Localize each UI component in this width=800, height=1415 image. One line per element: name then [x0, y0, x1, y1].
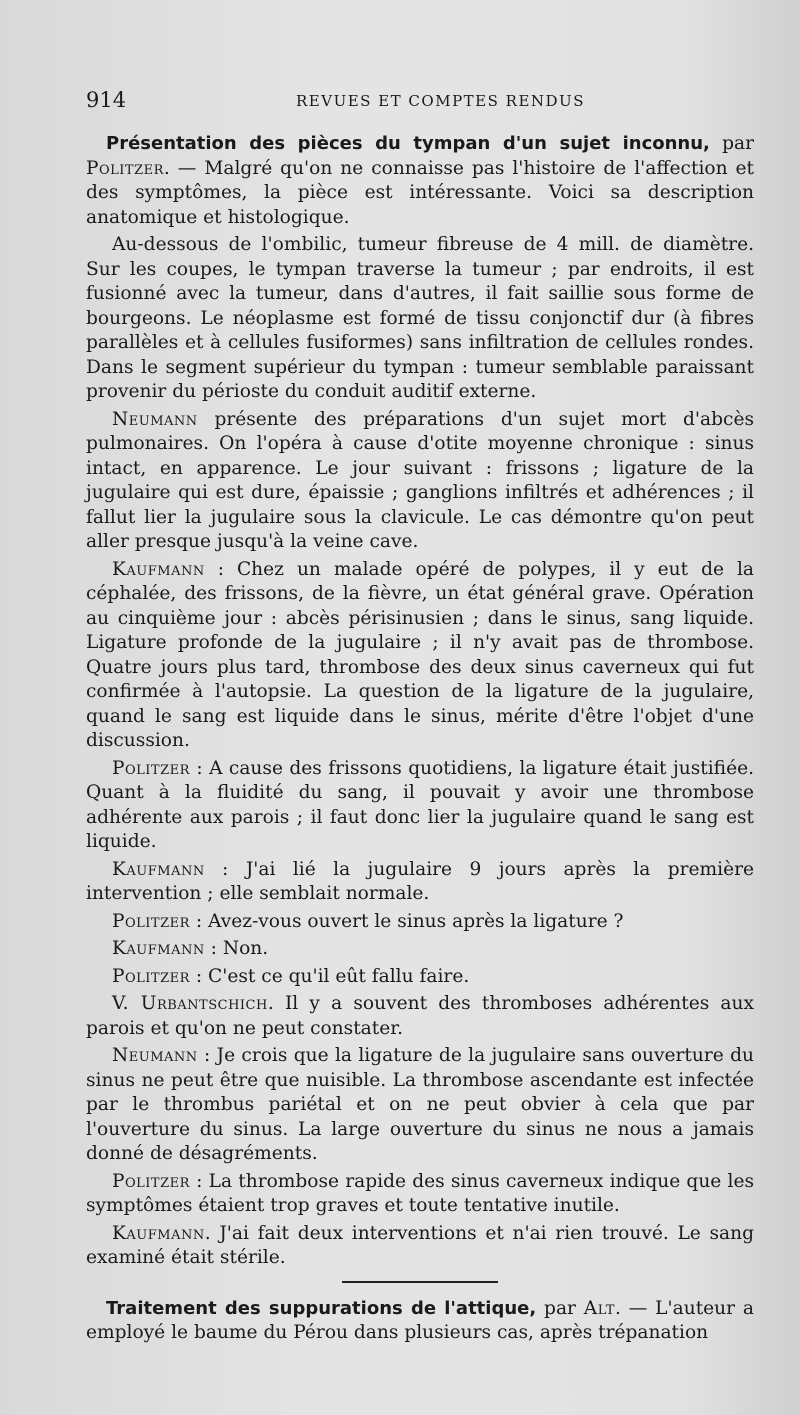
speaker-separator: : [189, 965, 209, 987]
speaker-text: C'est ce qu'il eût fallu faire. [208, 965, 470, 987]
section-divider [342, 1281, 498, 1283]
discussion-paragraph [86, 408, 754, 555]
speaker-separator: : [189, 1170, 209, 1192]
speaker-name: Politzer [112, 1170, 190, 1192]
article-body [86, 132, 754, 1349]
speaker-name: Politzer [112, 965, 190, 987]
speaker-text: Je crois que la ligature de la jugulaire sans ouverture du sinus ne peut être que nuisible. La thrombose ascendante est infectée par le thrombus pariétal et on ne peut obvier à cela que par l'ouverture du sinus. La large ouverture du sinus ne nous a jamais donné de désagréments. [86, 1045, 754, 1164]
speaker-text: J'ai lié la jugulaire 9 jours après la première intervention ; elle semblait normale. [86, 858, 755, 904]
speaker-text: A cause des frissons quotidiens, la ligature était justifiée. Quant à la fluidité du sang, il pouvait y avoir une thrombose adhérente aux parois ; il faut donc lier la jugulaire quand le sang est liquide. [86, 757, 754, 852]
discussion-paragraph [86, 992, 754, 1041]
discussion-paragraph [86, 1170, 754, 1219]
speaker-separator: : [204, 938, 223, 959]
speaker-text: présente des préparations d'un sujet mort d'abcès pulmonaires. On l'opéra à cause d'otite moyenne chronique : sinus intact, en apparence. Le jour suivant : frissons ; ligature de la jugulaire qui est dure, épaissie ; ganglions infiltrés et adhérences ; il fallut lier la jugulaire sous la clavicule. Le cas démontre qu'on peut aller presque jusqu'à la veine cave. [86, 408, 754, 552]
speaker-name: Kaufmann [112, 558, 205, 580]
discussion-paragraph [86, 858, 754, 907]
section2-text: . — L'auteur a employé le baume du Pérou dans plusieurs cas, après trépanation [86, 1297, 754, 1343]
section2-author: Alt [583, 1297, 615, 1319]
discussion-paragraph [86, 757, 754, 855]
section2-title: Traitement des suppurations de l'attique, [106, 1297, 537, 1319]
section2-author-intro: par [536, 1297, 584, 1319]
speaker-text: Non. [222, 938, 269, 959]
speaker-text: Chez un malade opéré de polypes, il y eut de la céphalée, des frissons, de la fièvre, un état général grave. Opération au cinquième jour : abcès périsinusien ; dans le sinus, sang liquide. Ligature profonde de la jugulaire ; il n'y avait pas de thrombose. Quatre jours plus tard, thrombose des deux sinus caverneux qui fut confirmée à l'autopsie. La question de la ligature de la jugulaire, quand le sang est liquide dans le sinus, mérite d'être l'objet d'une discussion. [86, 558, 754, 751]
section1-title: Présentation des pièces du tympan d'un sujet inconnu, [106, 133, 710, 154]
section1-description-paragraph: Au-dessous de l'ombilic, tumeur fibreuse de 4 mill. de diamètre. Sur les coupes, le tympan traverse la tumeur ; par endroits, il est fusionné avec la tumeur, dans d'autres, il fait saillie sous forme de bourgeons. Le néoplasme est formé de tissu conjonctif dur (à fibres parallèles et à cellules fusiformes) sans infiltration de cellules rondes. Dans le segment supérieur du tympan : tumeur semblable paraissant provenir du périoste du conduit auditif externe. [86, 234, 754, 402]
page-header [86, 88, 766, 114]
discussion-paragraph [86, 910, 754, 935]
running-title: REVUES ET COMPTES RENDUS [296, 92, 585, 110]
speaker-separator: : [204, 858, 246, 880]
speaker-separator: : [197, 1045, 217, 1066]
speaker-text: J'ai fait deux interventions et n'ai rien trouvé. Le sang examiné était stérile. [86, 1222, 754, 1268]
speaker-separator: . [267, 993, 285, 1014]
page-number: 914 [86, 88, 127, 112]
section1-author: Politzer [86, 157, 164, 179]
speaker-name: V. Urbantschich [112, 993, 268, 1014]
discussion-paragraph [86, 937, 754, 962]
speaker-name: Neumann [112, 408, 198, 430]
speaker-separator: : [204, 558, 237, 580]
discussion-paragraph [86, 558, 754, 754]
discussion-paragraph [86, 1044, 754, 1167]
speaker-text: Avez-vous ouvert le sinus après la ligature ? [208, 910, 624, 932]
section1-intro-text: . — Malgré qu'on ne connaisse pas l'histoire de l'affection et des symptômes, la pièce est intéressante. Voici sa description anatomique et histologique. [86, 157, 754, 228]
speaker-name: Neumann [112, 1045, 198, 1066]
section2-paragraph [86, 1297, 754, 1346]
speaker-name: Politzer [112, 910, 190, 932]
section1-intro-paragraph [86, 132, 754, 230]
speaker-separator [198, 409, 215, 430]
speaker-name: Kaufmann [112, 858, 205, 880]
speaker-text: La thrombose rapide des sinus caverneux indique que les symptômes étaient trop graves et toute tentative inutile. [86, 1170, 755, 1216]
speaker-separator: : [189, 910, 209, 932]
discussion-paragraph [86, 965, 754, 990]
discussion-paragraph [86, 1222, 754, 1271]
section1-author-intro: par [709, 133, 754, 154]
speaker-name: Kaufmann [112, 1222, 205, 1244]
speaker-name: Kaufmann [112, 938, 205, 959]
speaker-separator: : [189, 757, 210, 779]
speaker-text: Il y a souvent des thromboses adhérentes aux parois et qu'on ne peut constater. [86, 993, 754, 1039]
speaker-separator: . [204, 1222, 220, 1244]
speaker-name: Politzer [112, 757, 190, 779]
